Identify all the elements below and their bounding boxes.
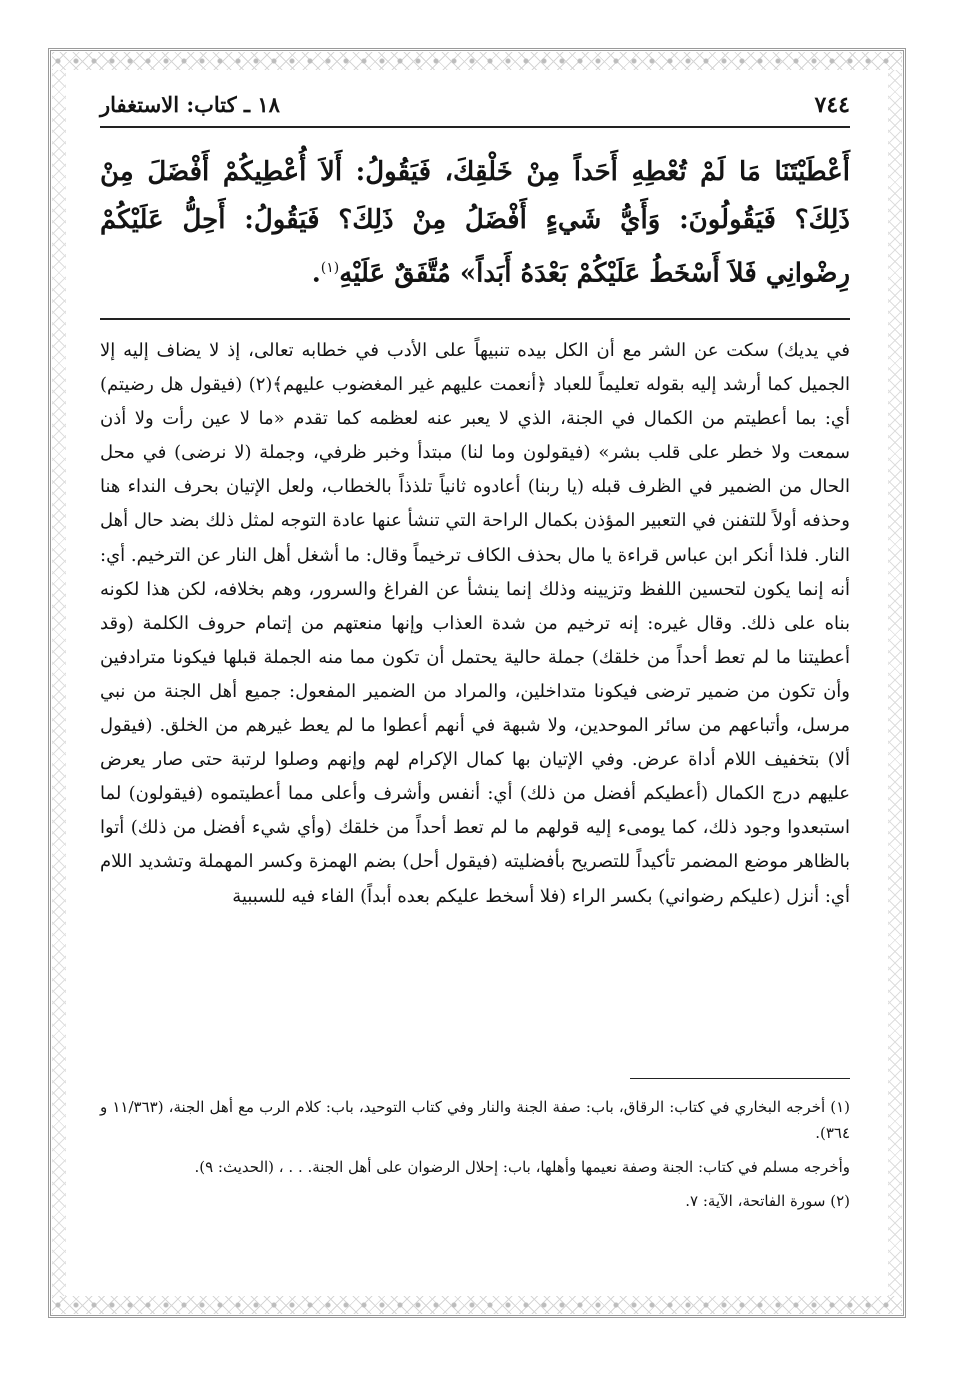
page-number: ٧٤٤ <box>814 92 850 118</box>
top-ornament-band <box>52 52 902 70</box>
bottom-ornament-band <box>52 1296 902 1314</box>
section-divider <box>100 318 850 320</box>
footnote-1-continued: وأخرجه مسلم في كتاب: الجنة وصفة نعيمها وأهلها، باب: إحلال الرضوان على أهل الجنة. . . ، (الحديث: ٩). <box>194 1158 850 1176</box>
footnote-marker-1: (١) <box>320 260 340 276</box>
footnote-1: (١) أخرجه البخاري في كتاب: الرقاق، باب: صفة الجنة والنار وفي كتاب التوحيد، باب: كلام الرب مع أهل الجنة، (١١/٣٦٣ و ٣٦٤). <box>100 1098 850 1142</box>
commentary-text <box>100 334 850 914</box>
hadith-text <box>100 148 850 298</box>
hadith-body: أَعْطَيْتَنَا مَا لَمْ تُعْطِهِ أَحَداً مِنْ خَلْقِكَ، فَيَقُولُ: أَلاَ أُعْطِيكُمْ أَفْضَلَ مِنْ ذَلِكَ؟ فَيَقُولُونَ: وَأَيُّ شَيءٍ أَفْضَلُ مِنْ ذَلِكَ؟ فَيَقُولُ: أَحِلُّ عَلَيْكُمْ رِضْوانِي فَلاَ أَسْخَطُ عَلَيْكُمْ بَعْدَهُ أَبَداً» مُتَّفَقٌ عَلَيْهِ <box>100 157 850 289</box>
left-ornament-band <box>52 70 66 1296</box>
footnotes <box>100 1094 850 1222</box>
chapter-title: ١٨ ـ كتاب: الاستغفار <box>100 92 280 117</box>
running-header <box>100 92 850 128</box>
footnote-divider <box>630 1078 850 1079</box>
hadith-end-mark: . <box>311 258 321 289</box>
footnote-2: (٢) سورة الفاتحة، الآية: ٧. <box>685 1192 850 1210</box>
commentary-paragraph: في يديك) سكت عن الشر مع أن الكل بيده تنبيهاً على الأدب في خطابه تعالى، إذ لا يضاف إليه إلا الجميل كما أرشد إليه بقوله تعليماً للعباد ﴿أنعمت عليهم غير المغضوب عليهم﴾(٢) (فيقول هل رضيتم) أي: بما أعطيتم من الكمال في الجنة، الذي لا يعبر عنه لعظمه كما تقدم «ما لا عين رأت ولا أذن سمعت ولا خطر على قلب بشر» (فيقولون وما لنا) مبتدأ وخبر ظرفي، وجملة (لا نرضى) في محل الحال من الضمير في الظرف قبله (يا ربنا) أعادوه ثانياً تلذذاً بالخطاب، ولعل الإتيان بحرف النداء هنا وحذفه أولاً للتفنن في التعبير المؤذن بكمال الراحة التي تنشأ عنها عادة التوجه لمثل ذلك بضد حال أهل النار. فلذا أنكر ابن عباس قراءة يا مال بحذف الكاف ترخيماً وقال: ما أشغل أهل النار عن الترخيم. أي: أنه إنما يكون لتحسين اللفظ وتزيينه وذلك إنما ينشأ عن الفراغ والسرور، وهم بخلافه، لكن هذا لكونه بناه على ذلك. وقال غيره: إنه ترخيم من شدة العذاب وإنها منعتهم من إتمام حروف الكلمة (وقد أعطيتنا ما لم تعط أحداً من خلقك) جملة حالية يحتمل أن تكون مما منه الجملة قبلها فيكونا مترادفين وأن تكون من ضمير ترضى فيكونا متداخلين، والمراد من الضمير المفعول: جميع أهل الجنة من نبي مرسل، وأتباعهم من سائر الموحدين، ولا شبهة في أنهم أعطوا ما لم يعط غيرهم من الخلق. (فيقول ألا) بتخفيف اللام أداة عرض. وفي الإتيان بها كمال الإكرام لهم وإنهم وصلوا لرتبة حتى صار يعرض عليهم درج الكمال (أعطيكم أفضل من ذلك) أي: أنفس وأشرف وأعلى مما أعطيتموه (فيقولون) لما استبعدوا وجود ذلك، كما يومىء إليه قولهم ما لم تعط أحداً من خلقك (وأي شيء أفضل من ذلك) أتوا بالظاهر موضع المضمر تأكيداً للتصريح بأفضليته (فيقول أحل) بضم الهمزة وكسر المهملة وتشديد اللام أي: أنزل (عليكم رضواني) بكسر الراء (فلا أسخط عليكم بعده أبداً) الفاء فيه للسببية <box>100 340 850 907</box>
right-ornament-band <box>888 70 902 1296</box>
